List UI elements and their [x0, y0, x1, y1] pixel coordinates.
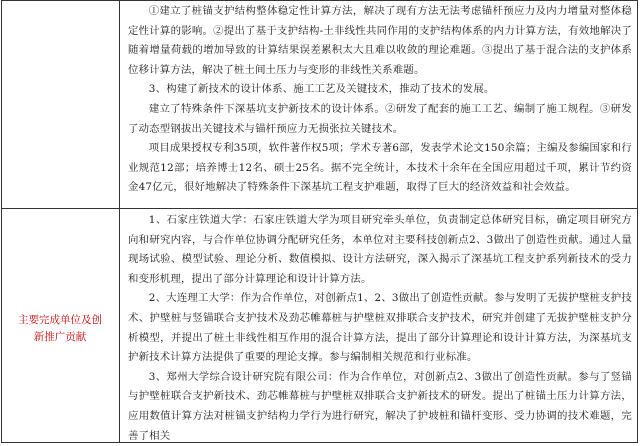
table-column-divider: [119, 0, 120, 443]
table-top-border: [1, 0, 638, 1]
top-section-cell: [128, 2, 632, 198]
label-line-2: 新推广贡献: [33, 331, 87, 343]
top-paragraph-1: ①建立了桩锚支护结构整体稳定性计算方法，解决了现有方法无法考虑锚杆预应力及内力增量对整体稳定性计算的影响。②提出了基于支护结构-土非线性共同作用的支护结构体系的内力计算方法，有效地解决了随着增量荷载的增加导致的计算结果误差累积太大且难以收敛的理论难题。③提出了基于混合法的支护体系位移计算方法，解决了桩土间土压力与变形的非线性关系难题。: [128, 5, 632, 76]
unit-paragraph-3: 3、郑州大学综合设计研究院有限公司：作为合作单位，对创新点2、3做出了创造性贡献。参与了竖锚与护壁桩联合支护新技术、劲芯帷幕桩与护壁桩双排联合支护新技术的研发。提出了桩锚土压力计算方法，应用数值计算方法对桩锚支护结构力学行为进行研究，解决了护坡桩和锚杆变形、受力协调的技术难题，完善了相关: [128, 370, 632, 442]
table-row-divider: [1, 208, 638, 209]
bottom-section-cell: [128, 211, 632, 446]
label-line-1: 主要完成单位及创: [18, 314, 102, 326]
top-paragraph-3: 建立了特殊条件下深基坑支护新技术的设计体系。②研发了配套的施工工艺、编制了施工规程。③研发了动态型钢拔出关键技术与锚杆预应力无损张拉关键技术。: [128, 102, 632, 135]
unit-paragraph-1: 1、石家庄铁道大学：石家庄铁道大学为项目研究牵头单位，负责制定总体研究目标，确定项目研究方向和研究内容，与合作单位协调分配研究任务，本单位对主要科技创新点2、3做出了创造性贡献。通过人量现场试验、模型试验、理论分析、数值模拟、设计方法研究，深入揭示了深基坑工程支护系列新技术的受力和变形机理，提出了部分计算理论和设计计算方法。: [128, 214, 632, 285]
top-paragraph-4: 项目成果授权专利35项，软件著作权5项；学术专著6部，发表学术论文150余篇；主编及参编国家和行业规范12部；培养博士12名、硕士25名。据不完全统计，本技术十余年在全国应用超过千项，累计节约资金47亿元，很好地解决了特殊条件下深基坑工程支护难题，取得了巨大的经济效益和社会效益。: [128, 142, 632, 194]
contribution-row-label: [2, 312, 118, 346]
unit-paragraph-2: 2、大连理工大学：作为合作单位，对创新点1、2、3做出了创造性贡献。参与发明了无拔护壁桩支护技术、护壁桩与竖锚联合支护技术及劲芯帷幕桩与护壁桩双排联合支护技术，研究并创建了无拔护壁桩支护分析模型，并提出了桩土非线性相互作用的混合计算方法，提出了部分计算理论和设计计算方法，为深基坑支护新技术计算方法提供了重要的理论支撑。参与编制相关规范和行业标准。: [128, 292, 632, 364]
top-paragraph-2: 3、构建了新技术的设计体系、施工工艺及关键技术，推动了技术的发展。: [148, 83, 495, 96]
